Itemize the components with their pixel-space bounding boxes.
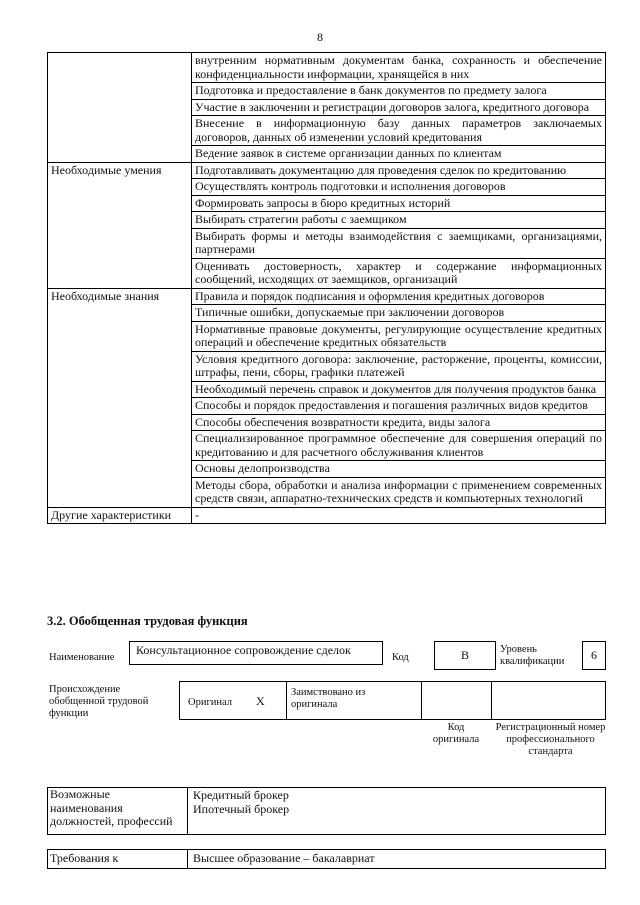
table-cell: Способы и порядок предоставления и погашения различных видов кредитов — [192, 398, 606, 415]
table-cell: Типичные ошибки, допускаемые при заключении договоров — [192, 305, 606, 322]
positions-value: Ипотечный брокер — [193, 802, 290, 816]
table-row — [48, 162, 606, 179]
level-value: 6 — [591, 648, 597, 662]
origin-divider — [491, 681, 492, 720]
origin-divider — [286, 681, 287, 720]
row-label: Другие характеристики — [48, 507, 192, 524]
table-cell: Условия кредитного договора: заключение, расторжение, проценты, комиссии, штрафы, пени, сборы, графики платежей — [192, 351, 606, 381]
original-code-label: Код оригинала — [432, 722, 480, 745]
requirements-box — [47, 849, 606, 869]
original-mark: X — [256, 694, 265, 708]
row-label — [48, 53, 192, 163]
function-name-value: Консультационное сопровождение сделок — [136, 643, 351, 657]
table-row — [48, 507, 606, 524]
origin-divider — [421, 681, 422, 720]
table-cell: Формировать запросы в бюро кредитных историй — [192, 195, 606, 212]
table-row — [48, 288, 606, 305]
positions-label: Возможные наименования должностей, профессий — [50, 787, 173, 828]
section-heading: 3.2. Обобщенная трудовая функция — [47, 614, 248, 628]
table-cell: Внесение в информационную базу данных параметров заключаемых договоров, данных об изменении условий кредитования — [192, 116, 606, 146]
level-field — [582, 641, 606, 670]
table-cell: Необходимый перечень справок и документов для получения продуктов банка — [192, 381, 606, 398]
positions-divider — [187, 788, 188, 834]
requirements-value: Высшее образование – бакалавриат — [193, 851, 375, 865]
table-cell: Основы делопроизводства — [192, 461, 606, 478]
table-cell: Нормативные правовые документы, регулирующие осуществление кредитных операций и обеспечение кредитных обязательств — [192, 321, 606, 351]
competencies-table — [47, 52, 606, 524]
row-label: Необходимые знания — [48, 288, 192, 507]
page-number: 8 — [317, 30, 323, 44]
table-cell: Правила и порядок подписания и оформления кредитных договоров — [192, 288, 606, 305]
requirements-label: Требования к — [50, 851, 119, 865]
table-cell: Подготовка и предоставление в банк документов по предмету залога — [192, 83, 606, 100]
table-cell: Осуществлять контроль подготовки и исполнения договоров — [192, 179, 606, 196]
reg-number-label: Регистрационный номер профессионального стандарта — [495, 722, 606, 757]
table-cell: Выбирать формы и методы взаимодействия с заемщиками, организациями, партнерами — [192, 228, 606, 258]
table-cell: Оценивать достоверность, характер и содержание информационных сообщений, исходящих от заемщиков, организаций — [192, 258, 606, 288]
requirements-divider — [187, 850, 188, 868]
table-cell: Ведение заявок в системе организации данных по клиентам — [192, 146, 606, 163]
table-cell: Способы обеспечения возвратности кредита, виды залога — [192, 414, 606, 431]
level-label: Уровень квалификации — [500, 644, 565, 667]
table-row — [48, 53, 606, 83]
positions-box — [47, 787, 606, 835]
table-cell: - — [192, 507, 606, 524]
table-cell: Специализированное программное обеспечение для совершения операций по кредитованию и для расчетного обслуживания клиентов — [192, 431, 606, 461]
table-cell: Выбирать стратегии работы с заемщиком — [192, 212, 606, 229]
origin-label: Происхождение обобщенной трудовой функции — [49, 684, 149, 719]
table-cell: Подготавливать документацию для проведения сделок по кредитованию — [192, 162, 606, 179]
table-cell: Методы сбора, обработки и анализа информации с применением современных средств связи, аппаратно-технических средств и компьютерных технологий — [192, 477, 606, 507]
original-label: Оригинал — [188, 697, 232, 708]
code-value: B — [460, 648, 469, 662]
name-label: Наименование — [49, 652, 115, 663]
code-label: Код — [392, 652, 409, 663]
borrowed-label: Заимствовано из оригинала — [291, 687, 366, 710]
positions-value: Кредитный брокер — [193, 788, 289, 802]
function-name-field — [129, 641, 383, 665]
table-cell: Участие в заключении и регистрации договоров залога, кредитного договора — [192, 99, 606, 116]
table-cell: внутренним нормативным документам банка, сохранность и обеспечение конфиденциальности информации, хранящейся в них — [192, 53, 606, 83]
code-field — [434, 641, 496, 670]
row-label: Необходимые умения — [48, 162, 192, 288]
